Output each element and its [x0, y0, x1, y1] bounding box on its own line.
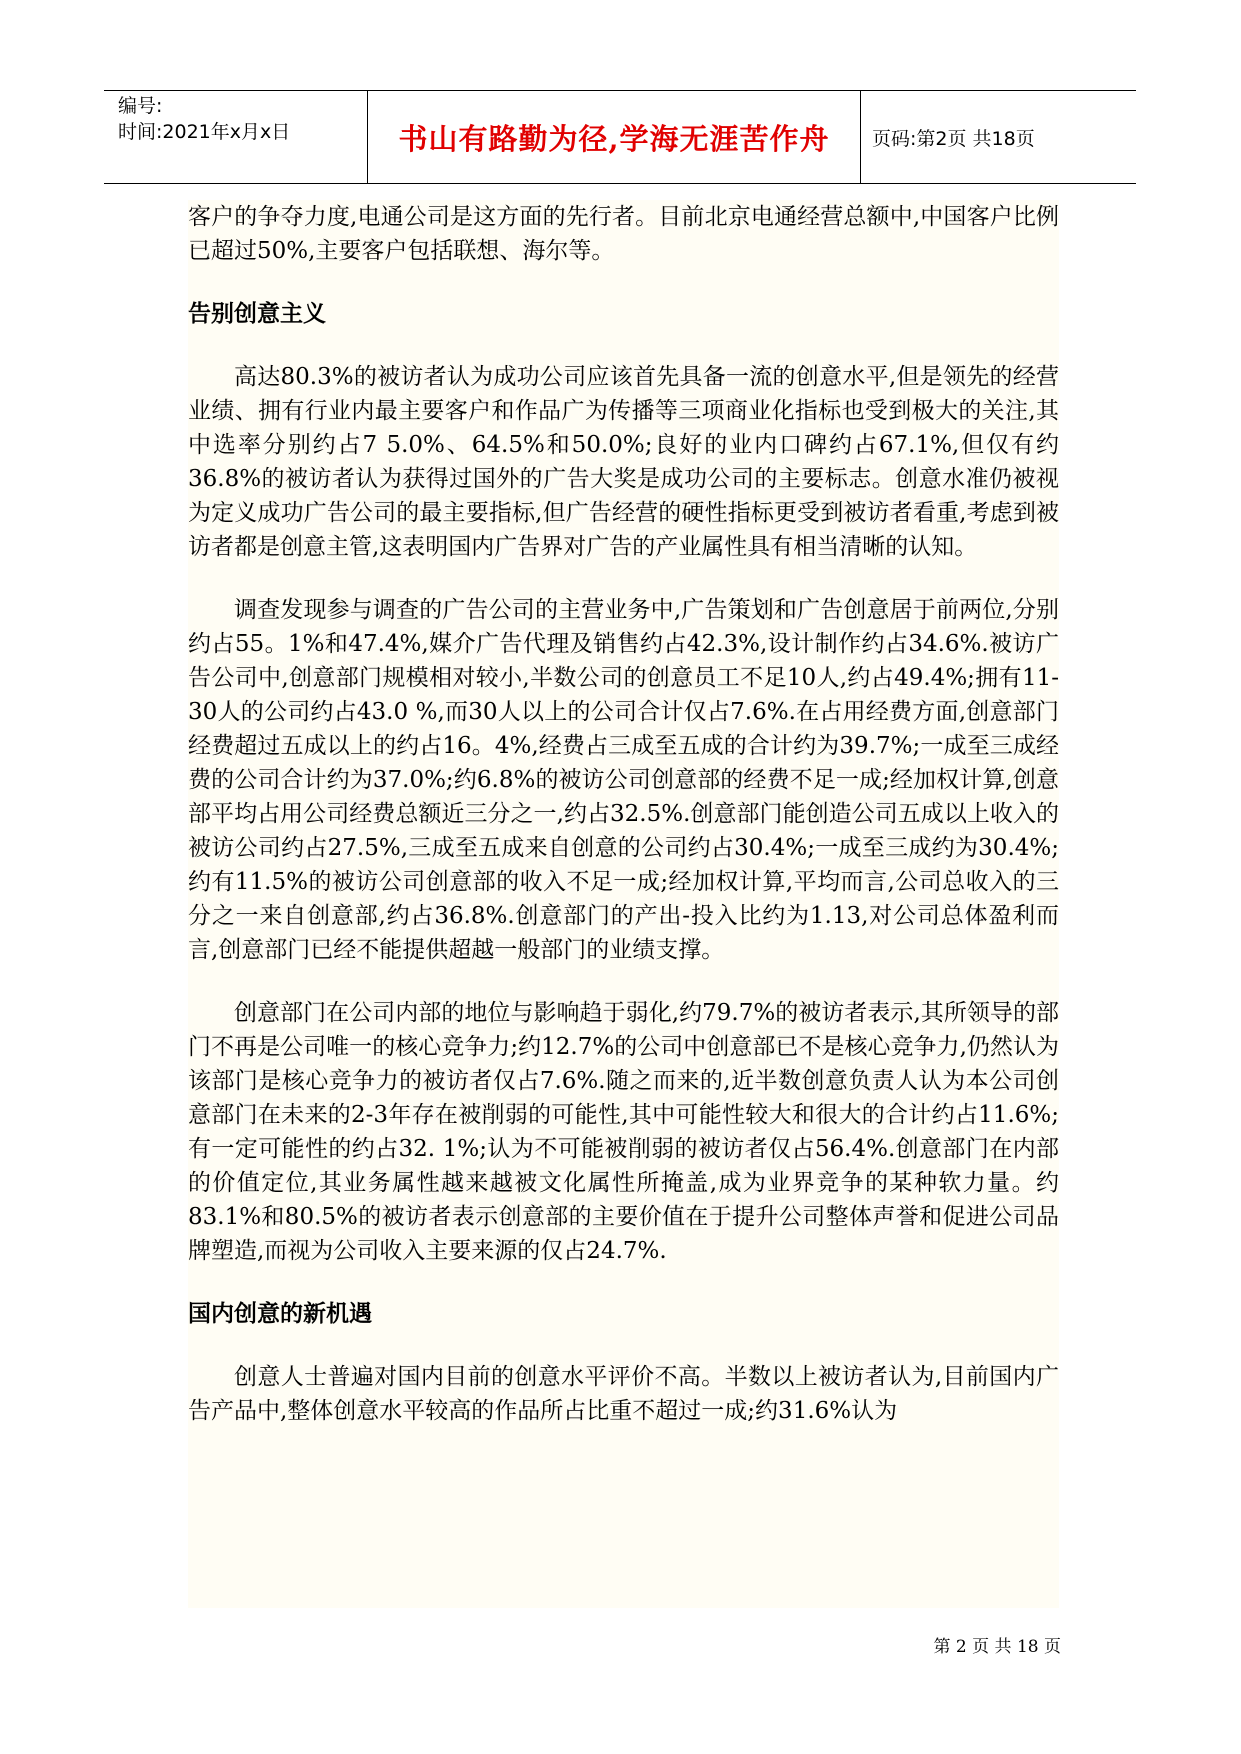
- paragraph: 创意人士普遍对国内目前的创意水平评价不高。半数以上被访者认为,目前国内广告产品中,整体创意水平较高的作品所占比重不超过一成;约31.6%认为: [188, 1364, 1059, 1424]
- section-heading-new-opportunities: 国内创意的新机遇: [188, 1300, 372, 1327]
- paragraph: 调查发现参与调查的广告公司的主营业务中,广告策划和广告创意居于前两位,分别约占55。1%和47.4%,媒介广告代理及销售约占42.3%,设计制作约占34.6%.被访广告公司中,创意部门规模相对较小,半数公司的创意员工不足10人,约占49.4%;拥有11-30人的公司约占43.0 %,而30人以上的公司合计仅占7.6%.在占用经费方面,创意部门经费超过五成以上的约占16。4%,经费占三成至五成的合计约为39.7%;一成至三成经费的公司合计约为37.0%;约6.8%的被访公司创意部的经费不足一成;经加权计算,创意部平均占用公司经费总额近三分之一,约占32.5%.创意部门能创造公司五成以上收入的被访公司约占27.5%,三成至五成来自创意的公司约占30.4%;一成至三成约为30.4%;约有11.5%的被访公司创意部的收入不足一成;经加权计算,平均而言,公司总收入的三分之一来自创意部,约占36.8%.创意部门的产出-投入比约为1.13,对公司总体盈利而言,创意部门已经不能提供超越一般部门的业绩支撑。: [188, 597, 1059, 963]
- page-footer: 第 2 页 共 18 页: [933, 1637, 1061, 1657]
- paragraph: 客户的争夺力度,电通公司是这方面的先行者。目前北京电通经营总额中,中国客户比例已超过50%,主要客户包括联想、海尔等。: [188, 204, 1059, 264]
- paragraph: 创意部门在公司内部的地位与影响趋于弱化,约79.7%的被访者表示,其所领导的部门不再是公司唯一的核心竞争力;约12.7%的公司中创意部已不是核心竞争力,仍然认为该部门是核心竞争力的被访者仅占7.6%.随之而来的,近半数创意负责人认为本公司创意部门在未来的2-3年存在被削弱的可能性,其中可能性较大和很大的合计约占11.6%;有一定可能性的约占32. 1%;认为不可能被削弱的被访者仅占56.4%.创意部门在内部的价值定位,其业务属性越来越被文化属性所掩盖,成为业界竞争的某种软力量。约83.1%和80.5%的被访者表示创意部的主要价值在于提升公司整体声誉和促进公司品牌塑造,而视为公司收入主要来源的仅占24.7%.: [188, 1000, 1060, 1264]
- header-meta: [118, 93, 368, 145]
- section-heading-farewell-creativism: 告别创意主义: [188, 300, 326, 327]
- page-header: [104, 90, 1136, 184]
- paragraph: 高达80.3%的被访者认为成功公司应该首先具备一流的创意水平,但是领先的经营业绩、拥有行业内最主要客户和作品广为传播等三项商业化指标也受到极大的关注,其中选率分别约占7 5.0%、64.5%和50.0%;良好的业内口碑约占67.1%,但仅有约36.8%的被访者认为获得过国外的广告大奖是成功公司的主要标志。创意水准仍被视为定义成功广告公司的最主要指标,但广告经营的硬性指标更受到被访者看重,考虑到被访者都是创意主管,这表明国内广告界对广告的产业属性具有相当清晰的认知。: [188, 364, 1059, 560]
- document-body: [188, 200, 1059, 1608]
- header-motto: 书山有路勤为径,学海无涯苦作舟: [398, 121, 830, 156]
- document-time-label: 时间:2021年x月x日: [118, 121, 291, 143]
- header-motto-cell: [367, 91, 861, 183]
- header-page-label: 页码:第2页 共18页: [872, 127, 1035, 150]
- document-number-label: 编号:: [118, 95, 163, 117]
